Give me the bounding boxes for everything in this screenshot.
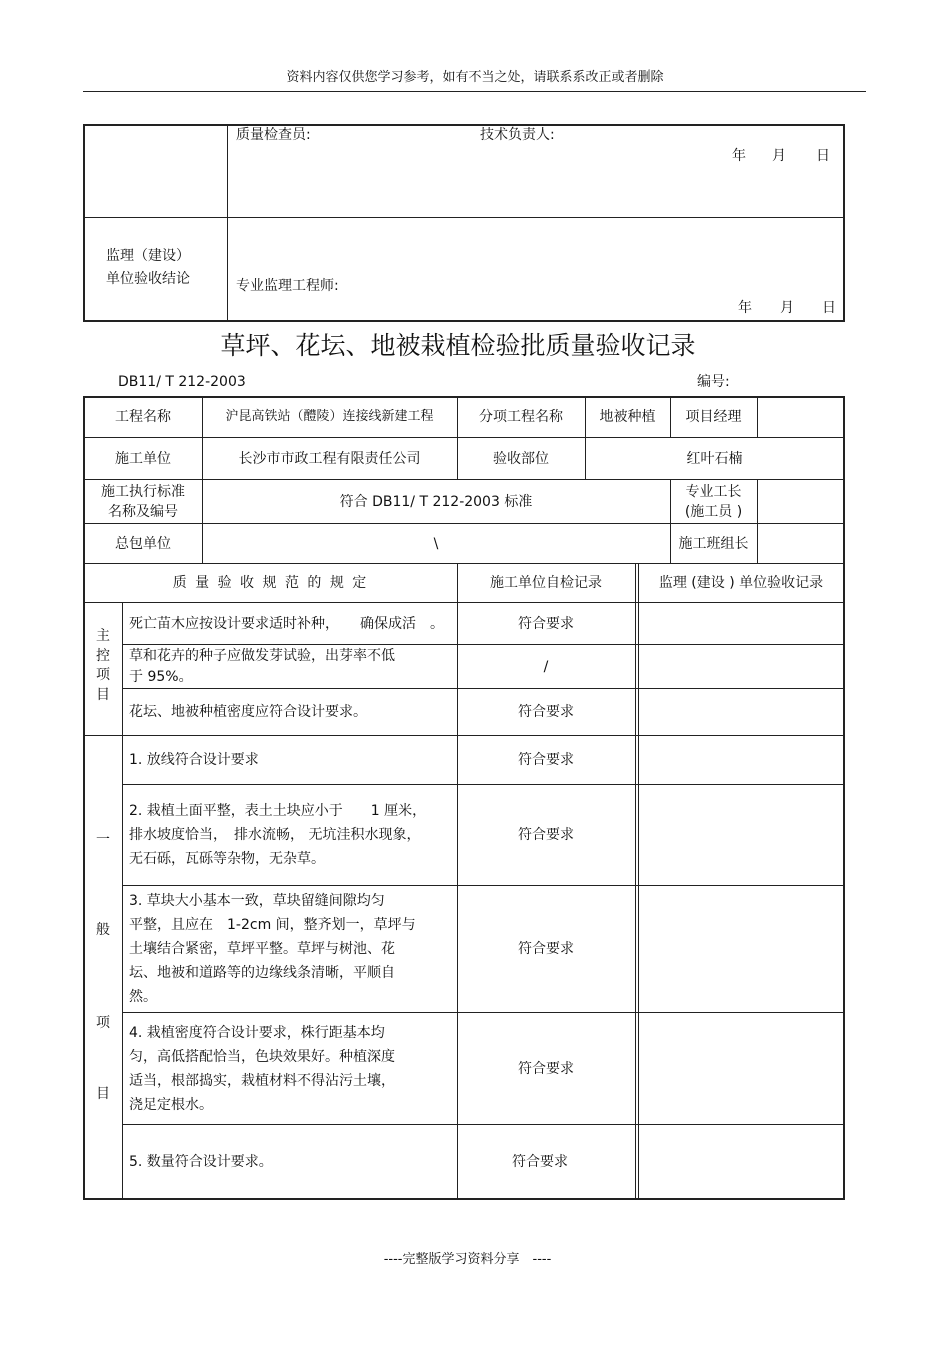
tech-lead-label: 技术负责人: xyxy=(480,127,555,143)
main-control-result-3: 符合要求 xyxy=(518,704,574,720)
supervision-label-line2: 单位验收结论 xyxy=(106,271,190,287)
general-item-4-line4: 浇足定根水。 xyxy=(129,1096,213,1113)
foreman-label xyxy=(670,480,757,523)
standard-code: DB11/ T 212-2003 xyxy=(118,374,246,390)
standard-label xyxy=(84,480,202,523)
standard-label-line2: 名称及编号 xyxy=(108,503,178,520)
main-control-char-1: 主 xyxy=(96,628,110,644)
top-signature-table xyxy=(83,124,845,322)
main-control-char-4: 目 xyxy=(96,686,110,703)
general-item-2 xyxy=(123,785,457,885)
date-day-1: 日 xyxy=(816,148,830,164)
general-group-char-1: 一 xyxy=(96,832,110,848)
general-item-1-text: 1. 放线符合设计要求 xyxy=(129,752,259,768)
supervision-column-header: 监理 (建设 ) 单位验收记录 xyxy=(658,575,824,591)
standard-value: 符合 DB11/ T 212-2003 标准 xyxy=(339,493,533,510)
foreman-label-line1: 专业工长 xyxy=(685,483,742,500)
project-manager-value xyxy=(757,397,844,437)
main-control-item-1-text: 死亡苗木应按设计要求适时补种， 确保成活 。 xyxy=(129,615,444,632)
general-group-char-3: 项 xyxy=(96,1015,110,1031)
general-item-3-line2: 平整，且应在 1-2cm 间，整齐划一，草坪与 xyxy=(129,917,416,933)
main-control-char-3: 项 xyxy=(96,667,110,683)
main-control-item-2-line1: 草和花卉的种子应做发芽试验，出芽率不低 xyxy=(129,647,395,664)
project-manager-label: 项目经理 xyxy=(685,409,742,425)
form-title: 草坪、花坛、地被栽植检验批质量验收记录 xyxy=(220,331,696,360)
general-item-4-line3: 适当，根部捣实，栽植材料不得沾污土壤， xyxy=(129,1072,395,1089)
main-control-result-1: 符合要求 xyxy=(518,615,574,632)
supervision-label-line1: 监理（建设） xyxy=(106,248,190,264)
general-item-1 xyxy=(123,736,457,784)
date-year-2: 年 xyxy=(738,300,752,316)
general-contractor-value: \ xyxy=(433,535,439,552)
general-result-2: 符合要求 xyxy=(518,827,574,843)
general-item-3 xyxy=(123,886,457,1012)
main-control-item-1 xyxy=(123,603,457,644)
date-day-2: 日 xyxy=(822,300,836,316)
main-control-item-2-line2: 于 95%。 xyxy=(129,668,193,685)
foreman-label-line2: (施工员 ) xyxy=(684,503,743,520)
general-item-2-line2: 排水坡度恰当， 排水流畅， 无坑洼积水现象， xyxy=(129,827,421,843)
footer-note: ----完整版学习资料分享 ---- xyxy=(383,1252,552,1267)
acceptance-part-value: 红叶石楠 xyxy=(686,450,743,467)
contractor-label: 施工单位 xyxy=(115,450,171,467)
general-result-1: 符合要求 xyxy=(518,752,574,768)
sub-project-value: 地被种植 xyxy=(599,409,656,425)
supervision-engineer-label: 专业监理工程师: xyxy=(236,278,339,294)
self-check-column-header: 施工单位自检记录 xyxy=(490,575,602,591)
sub-project-label: 分项工程名称 xyxy=(479,409,563,425)
general-contractor-label: 总包单位 xyxy=(115,535,171,552)
general-result-3: 符合要求 xyxy=(518,941,574,957)
standard-label-line1: 施工执行标准 xyxy=(101,483,185,500)
main-control-item-3-text: 花坛、地被种植密度应符合设计要求。 xyxy=(129,704,367,720)
general-item-5 xyxy=(123,1125,457,1198)
main-control-char-2: 控 xyxy=(96,647,110,664)
general-item-4-line2: 匀，高低搭配恰当，色块效果好。种植深度 xyxy=(129,1048,395,1065)
main-control-item-2 xyxy=(123,645,457,688)
general-item-4-line1: 4. 栽植密度符合设计要求，株行距基本均 xyxy=(129,1024,385,1041)
general-group-char-2: 般 xyxy=(96,922,110,938)
date-year-1: 年 xyxy=(732,148,746,164)
spec-column-header: 质 量 验 收 规 范 的 规 定 xyxy=(172,575,369,591)
general-item-4 xyxy=(123,1013,457,1124)
main-control-item-3 xyxy=(123,689,457,735)
main-control-group-label xyxy=(84,627,122,705)
general-item-5-text: 5. 数量符合设计要求。 xyxy=(129,1153,273,1170)
header-rule xyxy=(83,91,866,92)
general-item-3-line5: 然。 xyxy=(129,989,157,1005)
general-group-char-4: 目 xyxy=(96,1086,110,1102)
acceptance-part-label: 验收部位 xyxy=(493,450,549,467)
project-name-value: 沪昆高铁站（醴陵）连接线新建工程 xyxy=(225,409,434,424)
general-result-4: 符合要求 xyxy=(518,1060,574,1077)
date-month-1: 月 xyxy=(772,148,786,164)
general-item-3-line3: 土壤结合紧密，草坪平整。草坪与树池、花 xyxy=(129,941,395,957)
header-note: 资料内容仅供您学习参考，如有不当之处，请联系系改正或者删除 xyxy=(286,70,664,85)
general-item-3-line1: 3. 草块大小基本一致，草块留缝间隙均匀 xyxy=(129,893,385,909)
general-result-5: 符合要求 xyxy=(512,1153,568,1170)
general-item-2-line3: 无石砾，瓦砾等杂物，无杂草。 xyxy=(129,851,325,867)
main-control-result-2: / xyxy=(543,658,549,675)
general-item-3-line4: 坛、地被和道路等的边缘线条清晰，平顺自 xyxy=(129,965,395,981)
serial-number-label: 编号: xyxy=(697,374,730,390)
general-item-2-line1: 2. 栽植土面平整，表土土块应小于 1 厘米， xyxy=(129,803,427,819)
quality-inspector-label: 质量检查员: xyxy=(236,127,311,143)
contractor-value: 长沙市市政工程有限责任公司 xyxy=(238,450,421,467)
date-month-2: 月 xyxy=(780,300,794,316)
project-name-label: 工程名称 xyxy=(115,409,171,425)
team-leader-label: 施工班组长 xyxy=(678,535,749,552)
